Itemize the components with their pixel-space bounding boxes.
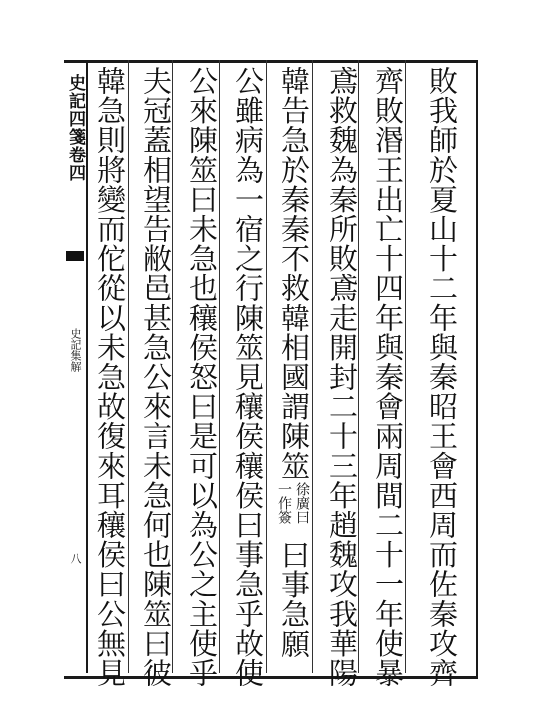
fishtail-mark (66, 251, 84, 261)
column-rule (128, 60, 129, 673)
text-column-4: 韓告急於秦秦不救韓相國謂陳筮 (277, 66, 311, 481)
text-column-2: 齊敗湣王出亡十四年與秦會兩周間二十一年使暴 (371, 66, 405, 688)
text-column-6: 公來陳筮曰未急也穰侯怒曰是可以為公之主使乎 (185, 66, 219, 688)
text-column-4-tail: 曰事急願 (277, 540, 311, 659)
text-column-3: 鳶救魏為秦所敗鳶走開封二十三年趙魏攻我華陽 (325, 66, 359, 688)
text-column-8: 韓急則將變而佗從以未急故復來耳穰侯曰公無見 (93, 66, 127, 688)
commentary-left: 一作簽 (276, 482, 292, 524)
commentary-right: 徐廣曰 (294, 482, 310, 524)
text-column-1: 敗我師於夏山十二年與秦昭王會西周而佐秦攻齊 (425, 66, 459, 688)
text-column-5: 公雖病為一宿之行陳筮見穰侯穰侯曰事急乎故使 (231, 66, 265, 688)
spine-page-number: 八 (69, 553, 82, 564)
spine-subtitle: 史記集解 (69, 328, 82, 372)
column-rule (312, 60, 313, 673)
column-rule (266, 60, 267, 673)
spine-title: 史記四箋卷四 (65, 74, 85, 182)
text-column-7: 夫冠蓋相望告敝邑甚急公來言未急何也陳筮曰彼 (139, 66, 173, 688)
